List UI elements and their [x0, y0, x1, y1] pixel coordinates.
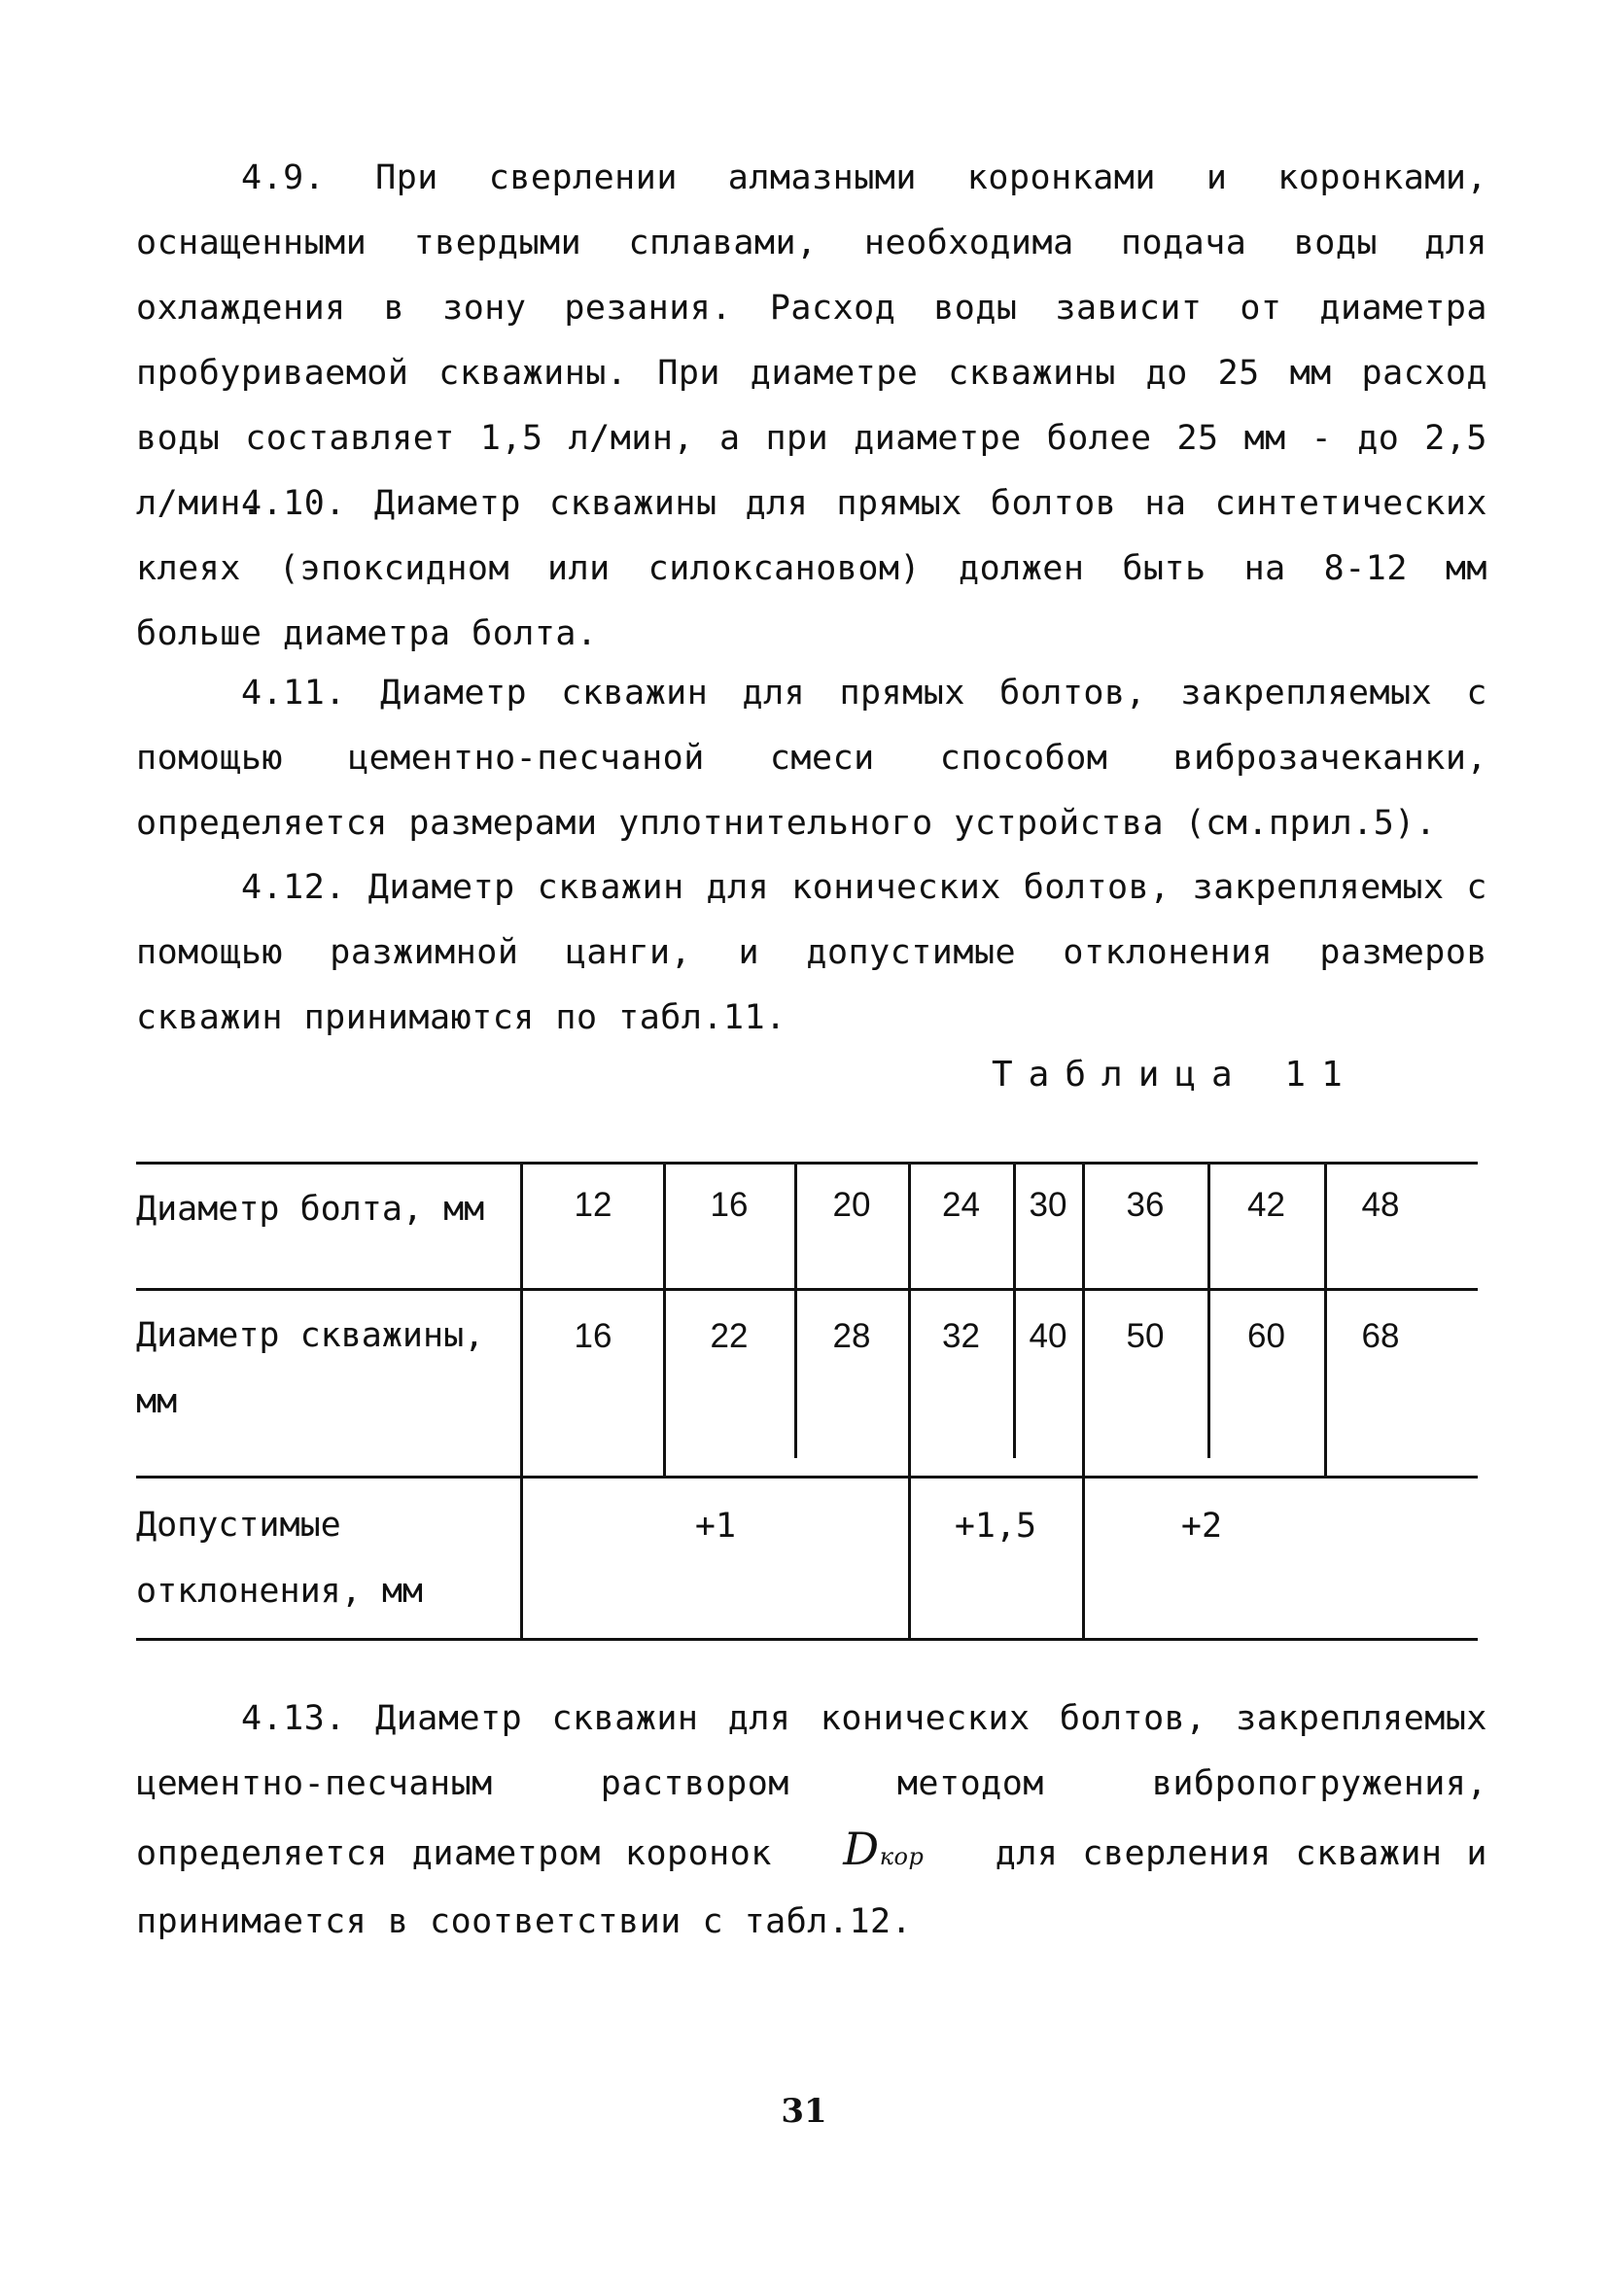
page-number: 31: [781, 2092, 827, 2131]
paragraph-4-10: 4.10. Диаметр скважины для прямых болтов на синтетических клеях (эпоксидном или силоксановом) должен быть на 8-12 мм больше диаметра болта.: [136, 484, 1487, 653]
paragraph-4-9: 4.9. При сверлении алмазными коронками и коронками, оснащенными твердыми сплавами, необходима подача воды для охлаждения в зону резания. Расход воды зависит от диаметра пробуриваемой скважины. При диаметре скважины до 25 мм расход воды составляет 1,5 л/мин, а при диаметре более 25 мм - до 2,5 л/мин.: [136, 158, 1487, 523]
table-cell: 68: [1361, 1317, 1400, 1355]
table-cell: 16: [710, 1186, 749, 1224]
table-col-divider: [520, 1162, 523, 1638]
paragraph-4-13-text-end: для сверления скважин и принимается в соответствии с табл.12.: [136, 1834, 1488, 1941]
tolerance-cell: +1: [694, 1507, 737, 1546]
table-cell: 24: [942, 1186, 980, 1224]
table-cell: 50: [1126, 1317, 1165, 1355]
table-rule-1: [136, 1288, 1478, 1291]
table-cell: 16: [574, 1317, 612, 1355]
table-cell: 36: [1126, 1186, 1165, 1224]
paragraph-4-11: 4.11. Диаметр скважин для прямых болтов, закрепляемых с помощью цементно-песчаной смеси способом виброзачеканки, определяется размерами уплотнительного устройства (см.прил.5).: [136, 674, 1487, 843]
table-cell: 48: [1361, 1186, 1400, 1224]
row-label-bolt-diameter: Диаметр болта, мм: [136, 1190, 485, 1229]
diameter-symbol-subscript: кор: [879, 1843, 925, 1870]
table-cell: 12: [574, 1186, 612, 1224]
paragraph-4-12: 4.12. Диаметр скважин для конических болтов, закрепляемых с помощью разжимной цанги, и допустимые отклонения размеров скважин принимаются по табл.11.: [136, 868, 1487, 1037]
table-cell: 42: [1247, 1186, 1285, 1224]
table-cell: 30: [1029, 1186, 1067, 1224]
table-rule-bottom: [136, 1638, 1478, 1641]
table-cell: 40: [1029, 1317, 1067, 1355]
table-rule-top: [136, 1162, 1478, 1165]
tolerance-cell: +2: [1180, 1507, 1223, 1546]
row-label-tolerances: Допустимые отклонения, мм: [136, 1506, 424, 1611]
table-11: [136, 1157, 1478, 1643]
diameter-symbol: [796, 1817, 971, 1890]
diameter-symbol-letter: D: [843, 1823, 880, 1875]
table-cell: 32: [942, 1317, 980, 1355]
tolerance-cell: +1,5: [954, 1507, 1037, 1546]
paragraph-4-13-text: 4.13. Диаметр скважин для конических болтов, закрепляемых цементно-песчаным раствором методом вибропогружения, определяется диаметром коронок: [136, 1699, 1487, 1873]
table-cell: 60: [1247, 1317, 1285, 1355]
paragraph-4-13: [136, 1687, 1487, 1955]
table-cell: 20: [832, 1186, 871, 1224]
table-caption: Таблица 11: [992, 1055, 1358, 1095]
row-label-hole-diameter: Диаметр скважины, мм: [136, 1316, 485, 1421]
table-rule-2: [136, 1476, 1478, 1478]
table-cell: 22: [710, 1317, 749, 1355]
table-cell: 28: [832, 1317, 871, 1355]
